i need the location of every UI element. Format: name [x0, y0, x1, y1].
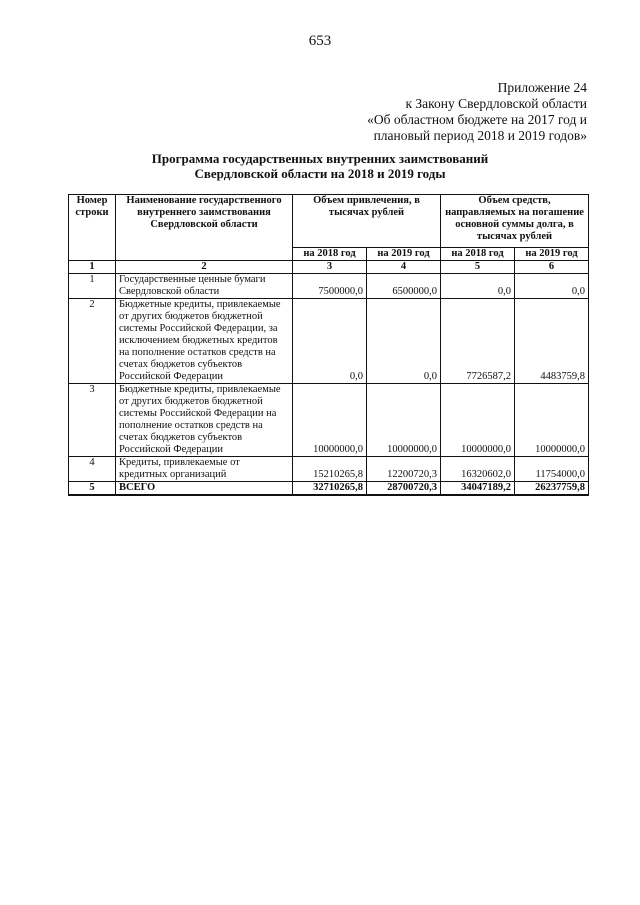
header-repayment: Объем средств, направляемых на погашение основной суммы долга, в тысячах рублей — [441, 195, 589, 248]
header-attraction: Объем привлечения, в тысячах рублей — [293, 195, 441, 248]
repayment-2018-value: 10000000,0 — [441, 384, 515, 457]
row-name: Государственные ценные бумаги Свердловской области — [116, 274, 293, 299]
total-label: ВСЕГО — [116, 482, 293, 496]
repayment-2018-value: 16320602,0 — [441, 457, 515, 482]
appendix-line: плановый период 2018 и 2019 годов» — [373, 128, 587, 143]
column-number-row — [69, 261, 589, 274]
row-name: Бюджетные кредиты, привлекаемые от других бюджетов бюджетной системы Российской Федерации на пополнение остатков средств на счетах бюджетов субъектов Российской Федерации — [116, 384, 293, 457]
attraction-2019-value: 0,0 — [367, 299, 441, 384]
header-row — [69, 195, 589, 248]
header-row-number: Номер строки — [69, 195, 116, 261]
header-year-2018: на 2018 год — [441, 248, 515, 261]
appendix-line: «Об областном бюджете на 2017 год и — [367, 112, 587, 127]
title-line: Программа государственных внутренних заимствований — [151, 151, 489, 166]
title-line: Свердловской области на 2018 и 2019 годы — [194, 166, 446, 181]
header-year-2019: на 2019 год — [367, 248, 441, 261]
column-number: 3 — [293, 261, 367, 274]
repayment-2019-value: 10000000,0 — [515, 384, 589, 457]
row-number: 4 — [69, 457, 116, 482]
repayment-2019-value: 0,0 — [515, 274, 589, 299]
column-number: 5 — [441, 261, 515, 274]
repayment-2019-value: 11754000,0 — [515, 457, 589, 482]
row-number: 3 — [69, 384, 116, 457]
row-name: Бюджетные кредиты, привлекаемые от других бюджетов бюджетной системы Российской Федерации, за исключением бюджетных кредитов на пополнение остатков средств на счетах бюджетов субъектов Российской Федерации — [116, 299, 293, 384]
row-number: 1 — [69, 274, 116, 299]
attraction-2018-value: 10000000,0 — [293, 384, 367, 457]
table-row — [69, 457, 589, 482]
header-year-2019: на 2019 год — [515, 248, 589, 261]
total-attraction-2019: 28700720,3 — [367, 482, 441, 496]
header-year-2018: на 2018 год — [293, 248, 367, 261]
repayment-2018-value: 7726587,2 — [441, 299, 515, 384]
attraction-2018-value: 15210265,8 — [293, 457, 367, 482]
attraction-2019-value: 12200720,3 — [367, 457, 441, 482]
repayment-2018-value: 0,0 — [441, 274, 515, 299]
page-number: 653 — [308, 33, 332, 49]
borrowing-program-table — [68, 194, 589, 496]
column-number: 4 — [367, 261, 441, 274]
attraction-2018-value: 0,0 — [293, 299, 367, 384]
table-row — [69, 384, 589, 457]
row-name: Кредиты, привлекаемые от кредитных организаций — [116, 457, 293, 482]
table-row — [69, 274, 589, 299]
attraction-2019-value: 6500000,0 — [367, 274, 441, 299]
row-number: 5 — [69, 482, 116, 496]
total-attraction-2018: 32710265,8 — [293, 482, 367, 496]
column-number: 1 — [69, 261, 116, 274]
attraction-2018-value: 7500000,0 — [293, 274, 367, 299]
repayment-2019-value: 4483759,8 — [515, 299, 589, 384]
total-row — [69, 482, 589, 496]
document-title — [0, 151, 640, 181]
total-repayment-2019: 26237759,8 — [515, 482, 589, 496]
appendix-header — [367, 80, 587, 144]
header-name: Наименование государственного внутреннего заимствования Свердловской области — [116, 195, 293, 261]
appendix-line: Приложение 24 — [497, 80, 587, 95]
attraction-2019-value: 10000000,0 — [367, 384, 441, 457]
total-repayment-2018: 34047189,2 — [441, 482, 515, 496]
appendix-line: к Закону Свердловской области — [405, 96, 587, 111]
row-number: 2 — [69, 299, 116, 384]
column-number: 2 — [116, 261, 293, 274]
table-row — [69, 299, 589, 384]
column-number: 6 — [515, 261, 589, 274]
